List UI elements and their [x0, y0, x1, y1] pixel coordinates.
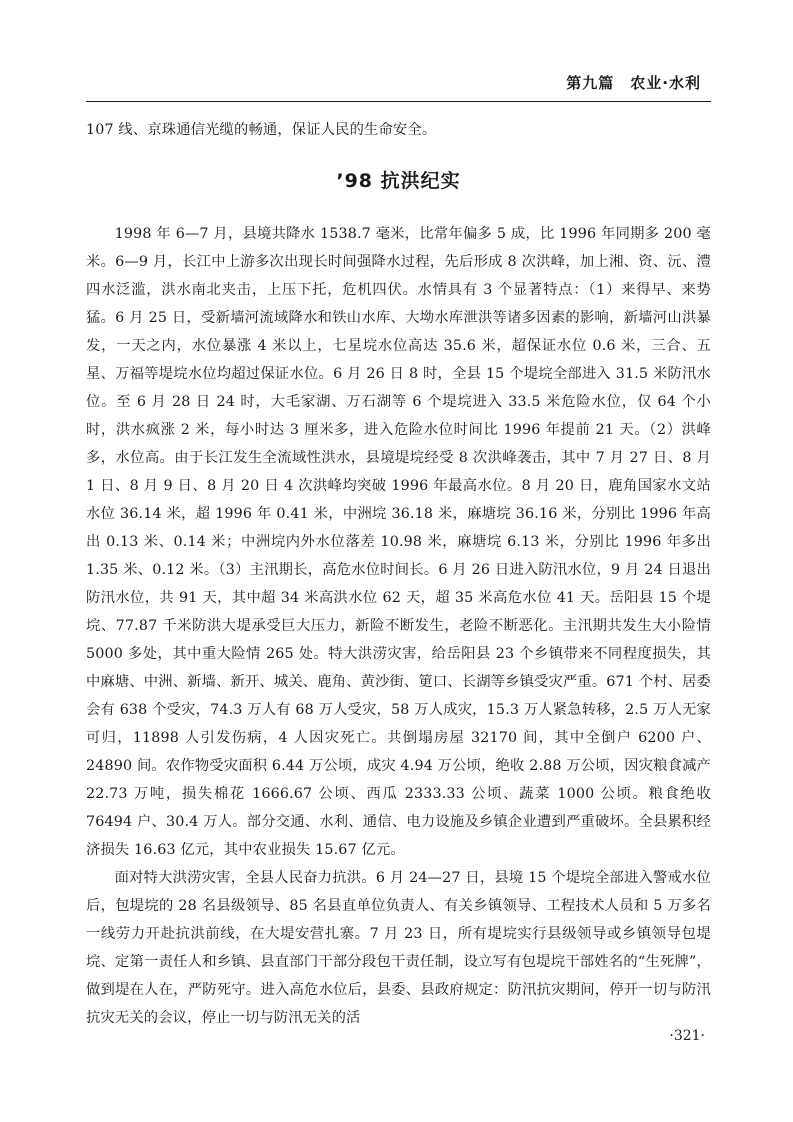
running-header-title: 第九篇 农业·水利 — [566, 74, 701, 92]
page-body — [86, 116, 711, 1032]
body-paragraph-1: 1998 年 6—7 月，县境共降水 1538.7 毫米，比常年偏多 5 成，比 1996 年同期多 200 毫米。6—9 月，长江中上游多次出现长时间强降水过程，先后形成 8 次洪峰，加上湘、资、沅、澧四水泛滥，洪水南北夹击，上压下托，危机四伏。水情具有 3 个显著特点：（1）来得早、来势猛。6 月 25 日，受新墙河流域降水和铁山水库、大坳水库泄洪等诸多因素的影响，新墙河山洪暴发，一天之内，水位暴涨 4 米以上，七星垸水位高达 35.6 米，超保证水位 0.6 米，三合、五星、万福等堤垸水位均超过保证水位。6 月 26 日 8 时，全县 15 个堤垸全部进入 31.5 米防汛水位。至 6 月 28 日 24 时，大毛家湖、万石湖等 6 个堤垸进入 33.5 米危险水位，仅 64 个小时，洪水疯涨 2 米，每小时达 3 厘米多，进入危险水位时间比 1996 年提前 21 天。（2）洪峰多，水位高。由于长江发生全流域性洪水，县境堤垸经受 8 次洪峰袭击，其中 7 月 27 日、8 月 1 日、8 月 9 日、8 月 20 日 4 次洪峰均突破 1996 年最高水位。8 月 20 日，鹿角国家水文站水位 36.14 米，超 1996 年 0.41 米，中洲垸 36.18 米，麻塘垸 36.16 米，分别比 1996 年高出 0.13 米、0.14 米；中洲垸内外水位落差 10.98 米，麻塘垸 6.13 米，分别比 1996 年多出 1.35 米、0.12 米。（3）主汛期长，高危水位时间长。6 月 26 日进入防汛水位，9 月 24 日退出防汛水位，共 91 天，其中超 34 米高洪水位 62 天，超 35 米高危水位 41 天。岳阳县 15 个堤垸、77.87 千米防洪大堤承受巨大压力，新险不断发生，老险不断恶化。主汛期共发生大小险情 5000 多处，其中重大险情 265 处。特大洪涝灾害，给岳阳县 23 个乡镇带来不同程度损失，其中麻塘、中洲、新墙、新开、城关、鹿角、黄沙街、筻口、长湖等乡镇受灾严重。671 个村、居委会有 638 个受灾，74.3 万人有 68 万人受灾，58 万人成灾，15.3 万人紧急转移，2.5 万人无家可归，11898 人引发伤病，4 人因灾死亡。共倒塌房屋 32170 间，其中全倒户 6200 户、24890 间。农作物受灾面积 6.44 万公顷，成灾 4.94 万公顷，绝收 2.88 万公顷，因灾粮食减产 22.73 万吨，损失棉花 1666.67 公顷、西瓜 2333.33 公顷、蔬菜 1000 公顷。粮食绝收 76494 户、30.4 万人。部分交通、水利、通信、电力设施及乡镇企业遭到严重破坏。全县累积经济损失 16.63 亿元，其中农业损失 15.67 亿元。 — [86, 226, 711, 858]
lead-paragraph: 107 线、京珠通信光缆的畅通，保证人民的生命安全。 — [86, 122, 437, 138]
header-divider — [86, 101, 711, 102]
section-title: ’98 抗洪纪实 — [336, 170, 461, 192]
page-number: ·321· — [669, 1028, 705, 1044]
body-paragraph-2: 面对特大洪涝灾害，全县人民奋力抗洪。6 月 24—27 日，县境 15 个堤垸全部进入警戒水位后，包堤垸的 28 名县级领导、85 名县直单位负责人、有关乡镇领导、工程技术人员和 5 万多名一线劳力开赴抗洪前线，在大堤安营扎寨。7 月 23 日，所有堤垸实行县级领导或乡镇领导包堤垸、定第一责任人和乡镇、县直部门干部分段包干责任制，设立写有包堤垸干部姓名的“生死牌”，做到堤在人在，严防死守。进入高危水位后，县委、县政府规定：防汛抗灾期间，停开一切与防汛抗灾无关的会议，停止一切与防汛无关的活 — [86, 870, 711, 1026]
